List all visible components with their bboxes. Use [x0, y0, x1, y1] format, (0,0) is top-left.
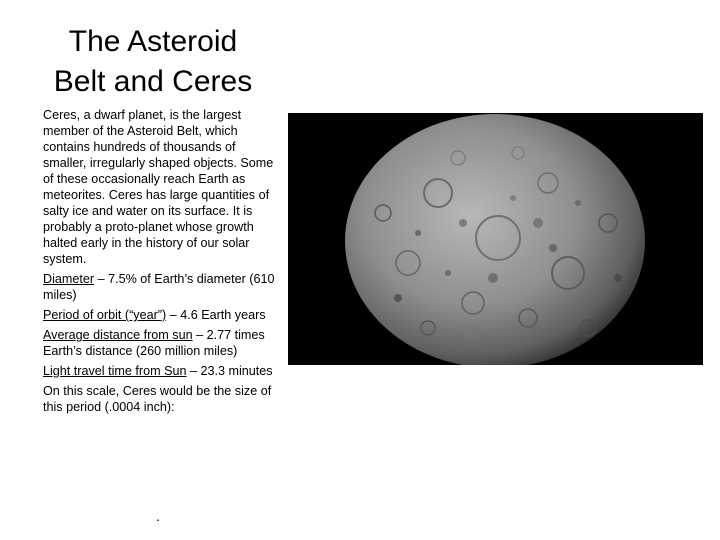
- ceres-disk: [345, 114, 645, 365]
- title-line-2: Belt and Ceres: [53, 65, 253, 98]
- fact-label: Period of orbit (“year”): [43, 308, 167, 322]
- scale-period-mark: .: [156, 508, 160, 524]
- fact-average-distance: [43, 327, 279, 359]
- title-line-1: The Asteroid: [68, 25, 238, 58]
- slide-title: [28, 22, 278, 102]
- body-text: [43, 107, 279, 419]
- fact-orbit-period: [43, 307, 279, 323]
- fact-label: Light travel time from Sun: [43, 364, 187, 378]
- ceres-description: Ceres, a dwarf planet, is the largest member of the Asteroid Belt, which contains hundreds of thousands of smaller, irregularly shaped objects. Some of these occasionally reach Earth as meteorites. Ceres has large quantities of salty ice and water on its surface. It is probably a proto-planet whose growth halted early in the history of our solar system.: [43, 108, 274, 266]
- fact-label: Average distance from sun: [43, 328, 193, 342]
- fact-value: – 2.77 times Earth’s distance (260 million miles): [43, 328, 265, 358]
- fact-value: – 7.5% of Earth’s diameter (610 miles): [43, 272, 275, 302]
- fact-value: – 4.6 Earth years: [166, 308, 266, 322]
- ceres-photo: [288, 113, 703, 365]
- ceres-image: [288, 113, 703, 365]
- fact-diameter: [43, 271, 279, 303]
- fact-light-travel-time: [43, 363, 279, 379]
- scale-note: On this scale, Ceres would be the size of this period (.0004 inch):: [43, 384, 272, 414]
- fact-value: – 23.3 minutes: [186, 364, 273, 378]
- fact-label: Diameter: [43, 272, 95, 286]
